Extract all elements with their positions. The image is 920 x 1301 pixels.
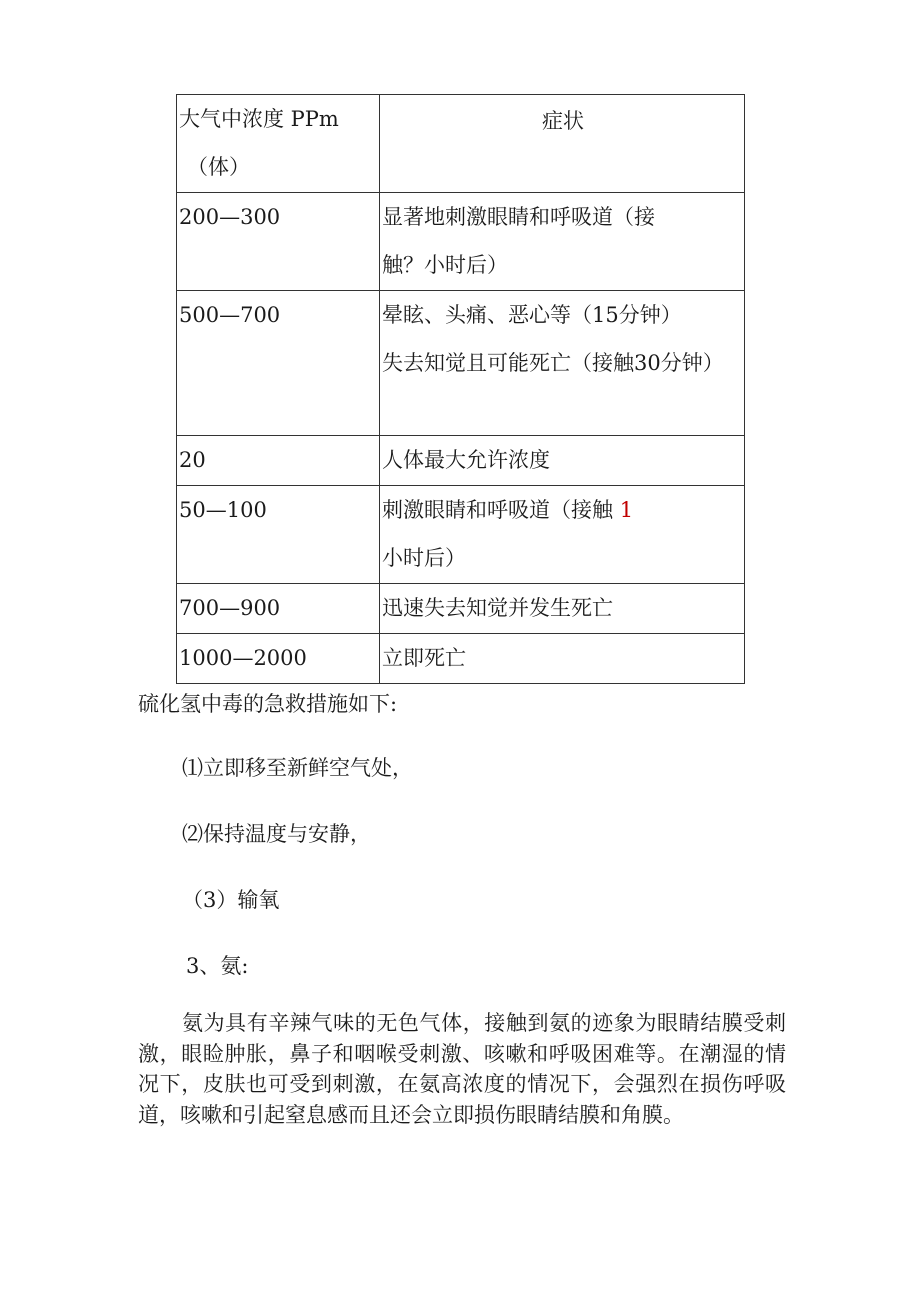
- symptom-cell: 立即死亡: [380, 634, 745, 684]
- symptom-cell: [380, 291, 745, 436]
- table-row: [177, 584, 745, 634]
- section-paragraph: 氨为具有辛辣气味的无色气体，接触到氨的迹象为眼睛结膜受刺激，眼睑肿胀，鼻子和咽喉受刺激、咳嗽和呼吸困难等。在潮湿的情况下，皮肤也可受到刺激，在氨高浓度的情况下，会强烈在损伤呼吸道，咳嗽和引起窒息感而且还会立即损伤眼睛结膜和角膜。: [138, 1011, 786, 1127]
- symptom-line: 失去知觉且可能死亡（接触30分钟）: [382, 351, 724, 375]
- concentration-cell: 20: [177, 436, 380, 486]
- symptom-cell: 迅速失去知觉并发生死亡: [380, 584, 745, 634]
- symptom-line: 晕眩、头痛、恶心等（15分钟）: [382, 303, 682, 327]
- symptom-text-pre: 刺激眼睛和呼吸道（接触: [382, 498, 620, 522]
- concentration-cell: 50—100: [177, 486, 380, 584]
- symptom-cell: [380, 486, 745, 584]
- table-row: [177, 193, 745, 291]
- symptom-text-post: 小时后）: [382, 546, 466, 570]
- first-aid-step: ⑴立即移至新鲜空气处，: [182, 756, 413, 780]
- concentration-cell: 200—300: [177, 193, 380, 291]
- highlighted-number: 1: [619, 498, 634, 522]
- header-concentration-line1: 大气中浓度 PPm: [179, 107, 339, 131]
- concentration-cell: 500—700: [177, 291, 380, 436]
- first-aid-step: （3）输氧: [182, 888, 280, 912]
- header-concentration: [177, 95, 380, 193]
- first-aid-intro: 硫化氢中毒的急救措施如下:: [138, 692, 398, 716]
- symptom-cell: 显著地刺激眼睛和呼吸道（接触？小时后）: [380, 193, 745, 291]
- concentration-cell: 700—900: [177, 584, 380, 634]
- table-row: [177, 634, 745, 684]
- table-row: [177, 486, 745, 584]
- first-aid-step: ⑵保持温度与安静，: [182, 822, 371, 846]
- concentration-cell: 1000—2000: [177, 634, 380, 684]
- table-row: [177, 436, 745, 486]
- table-header-row: [177, 95, 745, 193]
- table-row: [177, 291, 745, 436]
- header-concentration-line2: （体）: [187, 155, 250, 179]
- symptom-cell: 人体最大允许浓度: [380, 436, 745, 486]
- h2s-symptom-table: [176, 94, 745, 684]
- header-symptom: 症状: [380, 95, 745, 193]
- section-heading: 3、氨:: [186, 954, 249, 978]
